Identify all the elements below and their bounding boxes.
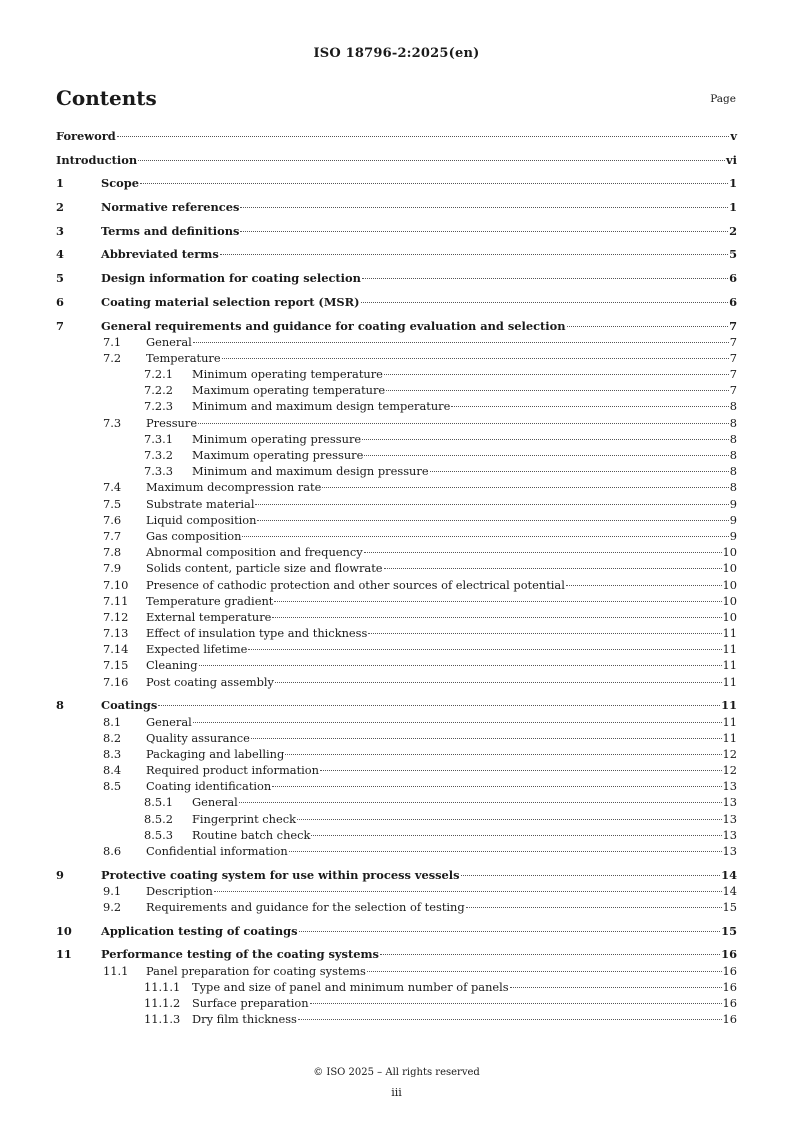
toc-entry-number: 7.2.2: [144, 383, 173, 398]
toc-entry-page: 12: [722, 746, 737, 761]
toc-entry-page: 16: [721, 947, 737, 962]
dot-leader: [242, 536, 728, 537]
dot-leader: [285, 754, 721, 755]
toc-entry[interactable]: [56, 730, 737, 746]
toc-entry-number: 7.1: [103, 334, 122, 349]
toc-entry-title: Introduction: [56, 152, 138, 167]
dot-leader: [320, 770, 722, 771]
toc-entry-title: Maximum operating pressure: [192, 448, 364, 462]
table-of-contents: [56, 128, 737, 1027]
toc-entry-number: 7.3.1: [144, 431, 173, 446]
toc-entry-title: Required product information: [146, 763, 319, 778]
toc-entry[interactable]: [56, 199, 737, 215]
toc-entry-number: 7.12: [103, 609, 129, 624]
toc-entry-page: 6: [729, 294, 737, 309]
toc-entry[interactable]: [56, 334, 737, 350]
toc-entry-page: 8: [729, 448, 737, 462]
toc-entry-title: Post coating assembly: [146, 674, 274, 689]
copyright-footer: © ISO 2025 – All rights reserved: [313, 1067, 480, 1078]
toc-entry-page: 16: [722, 1012, 737, 1027]
toc-entry-title: Panel preparation for coating systems: [146, 963, 366, 978]
toc-entry-number: 9.1: [103, 883, 122, 898]
dot-leader: [220, 254, 728, 255]
toc-entry[interactable]: [56, 415, 737, 431]
toc-entry-page: 16: [722, 963, 737, 978]
toc-entry-page: 7: [729, 350, 737, 365]
dot-leader: [510, 987, 722, 988]
toc-entry-number: 7.14: [103, 642, 129, 657]
toc-entry-number: 7.3.2: [144, 448, 173, 462]
dot-leader: [255, 504, 728, 505]
toc-entry[interactable]: [56, 883, 737, 899]
toc-entry-page: 14: [721, 867, 737, 882]
toc-entry[interactable]: [56, 398, 737, 414]
dot-leader: [367, 971, 722, 972]
dot-leader: [240, 231, 728, 232]
dot-leader: [364, 455, 728, 456]
toc-entry-number: 7.2.1: [144, 367, 173, 382]
toc-entry-number: 8.5: [103, 779, 122, 794]
toc-entry[interactable]: [56, 843, 737, 859]
toc-entry[interactable]: [56, 1011, 737, 1027]
toc-entry-page: 15: [722, 900, 737, 915]
toc-entry[interactable]: [56, 697, 737, 713]
toc-entry-page: 11: [722, 642, 737, 657]
toc-entry-title: Pressure: [146, 415, 198, 430]
dot-leader: [384, 374, 729, 375]
toc-entry[interactable]: [56, 577, 737, 593]
dot-leader: [274, 601, 721, 602]
toc-entry-title: Expected lifetime: [146, 642, 248, 657]
toc-entry-page: 7: [729, 367, 737, 382]
toc-entry[interactable]: [56, 512, 737, 528]
document-header: ISO 18796-2:2025(en): [313, 46, 480, 61]
dot-leader: [222, 358, 729, 359]
dot-leader: [362, 278, 728, 279]
toc-entry-page: 5: [729, 247, 737, 262]
toc-entry-page: 13: [722, 811, 737, 826]
toc-entry-page: 1: [729, 200, 737, 215]
dot-leader: [566, 585, 722, 586]
toc-entry-title: Terms and definitions: [101, 223, 240, 238]
toc-entry-number: 11: [56, 947, 72, 962]
toc-entry-page: vi: [726, 152, 737, 167]
toc-entry-title: Effect of insulation type and thickness: [146, 626, 368, 641]
toc-entry-title: Application testing of coatings: [101, 923, 298, 938]
toc-entry-page: 16: [722, 996, 737, 1010]
dot-leader: [380, 954, 720, 955]
dot-leader: [368, 633, 721, 634]
toc-entry-page: 11: [722, 658, 737, 673]
toc-entry-page: 12: [722, 763, 737, 778]
toc-entry[interactable]: [56, 867, 737, 883]
toc-entry[interactable]: [56, 794, 737, 810]
toc-entry-number: 7.15: [103, 658, 129, 673]
dot-leader: [272, 786, 721, 787]
toc-entry-number: 8.5.3: [144, 827, 173, 842]
toc-entry-number: 8.5.2: [144, 811, 173, 826]
toc-entry-number: 8.1: [103, 714, 122, 729]
toc-entry-page: 7: [729, 334, 737, 349]
toc-entry-number: 7.9: [103, 561, 122, 576]
toc-entry[interactable]: [56, 152, 737, 168]
toc-entry[interactable]: [56, 641, 737, 657]
toc-entry-number: 11.1.3: [144, 1012, 181, 1027]
toc-entry-title: Temperature: [146, 350, 221, 365]
toc-entry-page: 8: [729, 464, 737, 479]
toc-entry-page: 10: [722, 609, 737, 624]
dot-leader: [362, 439, 729, 440]
toc-entry-title: Minimum and maximum design pressure: [192, 464, 429, 479]
toc-entry-number: 7.7: [103, 528, 122, 543]
toc-entry-title: Quality assurance: [146, 730, 250, 745]
toc-entry-number: 7: [56, 318, 64, 333]
page-number: iii: [391, 1086, 402, 1099]
toc-entry-page: 8: [729, 431, 737, 446]
dot-leader: [466, 907, 722, 908]
toc-entry-title: Coating identification: [146, 779, 272, 794]
toc-entry[interactable]: [56, 447, 737, 463]
toc-entry-title: Liquid composition: [146, 512, 257, 527]
dot-leader: [364, 552, 722, 553]
toc-entry[interactable]: [56, 674, 737, 690]
toc-entry-number: 8: [56, 698, 64, 713]
toc-entry[interactable]: [56, 609, 737, 625]
toc-entry-title: Requirements and guidance for the selection of testing: [146, 900, 465, 915]
toc-entry[interactable]: [56, 657, 737, 673]
dot-leader: [361, 302, 729, 303]
toc-entry-title: Abnormal composition and frequency: [146, 545, 363, 560]
toc-entry-number: 7.8: [103, 545, 122, 560]
toc-entry-page: 10: [722, 545, 737, 560]
toc-entry-title: Maximum operating temperature: [192, 383, 386, 398]
toc-entry-page: 11: [722, 730, 737, 745]
dot-leader: [214, 891, 722, 892]
toc-entry[interactable]: [56, 175, 737, 191]
dot-leader: [297, 819, 721, 820]
toc-entry-number: 1: [56, 176, 64, 191]
toc-entry-number: 7.11: [103, 593, 129, 608]
toc-entry-number: 7.2: [103, 350, 122, 365]
toc-entry[interactable]: [56, 811, 737, 827]
toc-entry[interactable]: [56, 128, 737, 144]
dot-leader: [386, 390, 729, 391]
dot-leader: [193, 722, 722, 723]
toc-entry-title: Surface preparation: [192, 996, 309, 1010]
dot-leader: [451, 406, 728, 407]
toc-entry-number: 7.16: [103, 674, 129, 689]
toc-entry-number: 8.2: [103, 730, 122, 745]
toc-entry-title: Confidential information: [146, 844, 288, 858]
toc-entry-title: Protective coating system for use within process vessels: [101, 867, 460, 882]
toc-entry-title: Minimum operating temperature: [192, 367, 383, 382]
toc-entry-page: 13: [722, 779, 737, 794]
toc-entry-title: General: [192, 795, 238, 810]
dot-leader: [251, 738, 722, 739]
toc-entry-title: External temperature: [146, 609, 272, 624]
dot-leader: [311, 835, 721, 836]
toc-entry-title: Maximum decompression rate: [146, 480, 322, 495]
toc-entry-page: 7: [729, 383, 737, 398]
toc-entry[interactable]: [56, 762, 737, 778]
dot-leader: [567, 326, 729, 327]
toc-entry-title: Temperature gradient: [146, 593, 274, 608]
dot-leader: [198, 423, 729, 424]
toc-entry[interactable]: [56, 528, 737, 544]
toc-entry-page: 8: [729, 415, 737, 430]
dot-leader: [248, 649, 721, 650]
dot-leader: [310, 1003, 722, 1004]
toc-entry-title: Description: [146, 883, 213, 898]
dot-leader: [240, 207, 728, 208]
toc-entry[interactable]: [56, 294, 737, 310]
toc-entry-page: 10: [722, 577, 737, 592]
toc-entry[interactable]: [56, 899, 737, 915]
toc-entry-title: Coating material selection report (MSR): [101, 294, 360, 309]
toc-entry-number: 7.4: [103, 480, 122, 495]
page-title: Contents: [56, 86, 157, 110]
toc-entry-page: 11: [722, 626, 737, 641]
toc-entry-title: Fingerprint check: [192, 811, 297, 826]
toc-entry-page: 15: [721, 923, 737, 938]
toc-entry-title: Solids content, particle size and flowrate: [146, 561, 383, 576]
toc-entry-page: 11: [721, 698, 737, 713]
toc-entry-page: 16: [722, 979, 737, 994]
toc-entry[interactable]: [56, 463, 737, 479]
toc-entry[interactable]: [56, 431, 737, 447]
toc-entry-title: Dry film thickness: [192, 1012, 297, 1027]
toc-entry-number: 4: [56, 247, 64, 262]
dot-leader: [199, 665, 722, 666]
toc-entry-title: General: [146, 714, 192, 729]
dot-leader: [138, 160, 725, 161]
toc-entry-title: Presence of cathodic protection and other sources of electrical potential: [146, 577, 565, 592]
toc-entry[interactable]: [56, 270, 737, 286]
toc-entry[interactable]: [56, 382, 737, 398]
toc-entry-title: Abbreviated terms: [101, 247, 219, 262]
toc-entry-number: 7.3.3: [144, 464, 173, 479]
toc-entry-number: 7.2.3: [144, 399, 173, 414]
toc-entry-title: General: [146, 334, 192, 349]
toc-entry-page: 14: [722, 883, 737, 898]
toc-entry-title: Minimum operating pressure: [192, 431, 362, 446]
dot-leader: [158, 705, 720, 706]
toc-entry[interactable]: [56, 544, 737, 560]
dot-leader: [193, 342, 729, 343]
toc-entry-title: Cleaning: [146, 658, 198, 673]
toc-entry-page: 9: [729, 512, 737, 527]
dot-leader: [275, 682, 722, 683]
toc-entry-title: Substrate material: [146, 496, 255, 511]
toc-entry-page: 2: [729, 223, 737, 238]
toc-entry[interactable]: [56, 496, 737, 512]
toc-entry[interactable]: [56, 318, 737, 334]
toc-entry[interactable]: [56, 923, 737, 939]
toc-entry[interactable]: [56, 946, 737, 962]
toc-entry[interactable]: [56, 995, 737, 1011]
toc-entry-number: 7.3: [103, 415, 122, 430]
toc-entry-page: 13: [722, 795, 737, 810]
toc-entry-title: Design information for coating selection: [101, 271, 361, 286]
toc-entry-title: Type and size of panel and minimum number of panels: [192, 979, 509, 994]
dot-leader: [384, 568, 722, 569]
dot-leader: [140, 183, 728, 184]
toc-entry-page: 1: [729, 176, 737, 191]
toc-entry-title: General requirements and guidance for coating evaluation and selection: [101, 318, 566, 333]
toc-entry[interactable]: [56, 963, 737, 979]
toc-entry-title: Minimum and maximum design temperature: [192, 399, 451, 414]
dot-leader: [272, 617, 721, 618]
toc-entry-page: 11: [722, 674, 737, 689]
toc-entry-number: 11.1.2: [144, 996, 181, 1010]
toc-entry[interactable]: [56, 366, 737, 382]
toc-entry-number: 9.2: [103, 900, 122, 915]
toc-entry-page: 9: [729, 496, 737, 511]
toc-entry-title: Routine batch check: [192, 827, 311, 842]
toc-entry-number: 10: [56, 923, 72, 938]
toc-entry-title: Coatings: [101, 698, 158, 713]
toc-entry-number: 7.10: [103, 577, 129, 592]
toc-entry-page: 13: [722, 827, 737, 842]
dot-leader: [461, 875, 721, 876]
toc-entry-number: 7.13: [103, 626, 129, 641]
toc-entry-title: Performance testing of the coating systems: [101, 947, 379, 962]
toc-entry[interactable]: [56, 223, 737, 239]
dot-leader: [289, 851, 722, 852]
page-column-label: Page: [710, 93, 736, 105]
toc-entry-number: 9: [56, 867, 64, 882]
dot-leader: [299, 931, 721, 932]
toc-entry-page: 7: [729, 318, 737, 333]
toc-entry[interactable]: [56, 979, 737, 995]
toc-entry-number: 2: [56, 200, 64, 215]
toc-entry-number: 8.3: [103, 746, 122, 761]
toc-entry[interactable]: [56, 479, 737, 495]
toc-entry-page: 11: [722, 714, 737, 729]
toc-entry-number: 11.1: [103, 963, 129, 978]
toc-entry-number: 8.4: [103, 763, 122, 778]
toc-entry-page: 8: [729, 480, 737, 495]
toc-entry[interactable]: [56, 778, 737, 794]
toc-entry-page: 10: [722, 593, 737, 608]
toc-entry[interactable]: [56, 560, 737, 576]
toc-entry-page: 8: [729, 399, 737, 414]
toc-entry-page: 13: [722, 844, 737, 858]
toc-entry-number: 6: [56, 294, 64, 309]
toc-entry-number: 3: [56, 223, 64, 238]
toc-entry[interactable]: [56, 746, 737, 762]
toc-entry-number: 7.6: [103, 512, 122, 527]
toc-entry[interactable]: [56, 350, 737, 366]
dot-leader: [430, 471, 729, 472]
dot-leader: [117, 136, 730, 137]
toc-entry[interactable]: [56, 714, 737, 730]
toc-entry-number: 7.5: [103, 496, 122, 511]
toc-entry[interactable]: [56, 827, 737, 843]
toc-entry-number: 5: [56, 271, 64, 286]
dot-leader: [239, 802, 722, 803]
toc-entry-title: Gas composition: [146, 528, 242, 543]
toc-entry-number: 8.5.1: [144, 795, 173, 810]
dot-leader: [257, 520, 728, 521]
toc-entry-number: 11.1.1: [144, 979, 181, 994]
toc-entry[interactable]: [56, 246, 737, 262]
toc-entry-title: Foreword: [56, 129, 116, 143]
toc-entry-title: Scope: [101, 176, 139, 191]
toc-entry-page: 6: [729, 271, 737, 286]
toc-entry-title: Normative references: [101, 200, 240, 215]
toc-entry-page: v: [730, 129, 737, 143]
dot-leader: [322, 487, 728, 488]
toc-entry[interactable]: [56, 625, 737, 641]
toc-entry[interactable]: [56, 593, 737, 609]
toc-entry-page: 9: [729, 528, 737, 543]
toc-entry-number: 8.6: [103, 844, 122, 858]
toc-entry-page: 10: [722, 561, 737, 576]
toc-entry-title: Packaging and labelling: [146, 746, 285, 761]
dot-leader: [298, 1019, 722, 1020]
